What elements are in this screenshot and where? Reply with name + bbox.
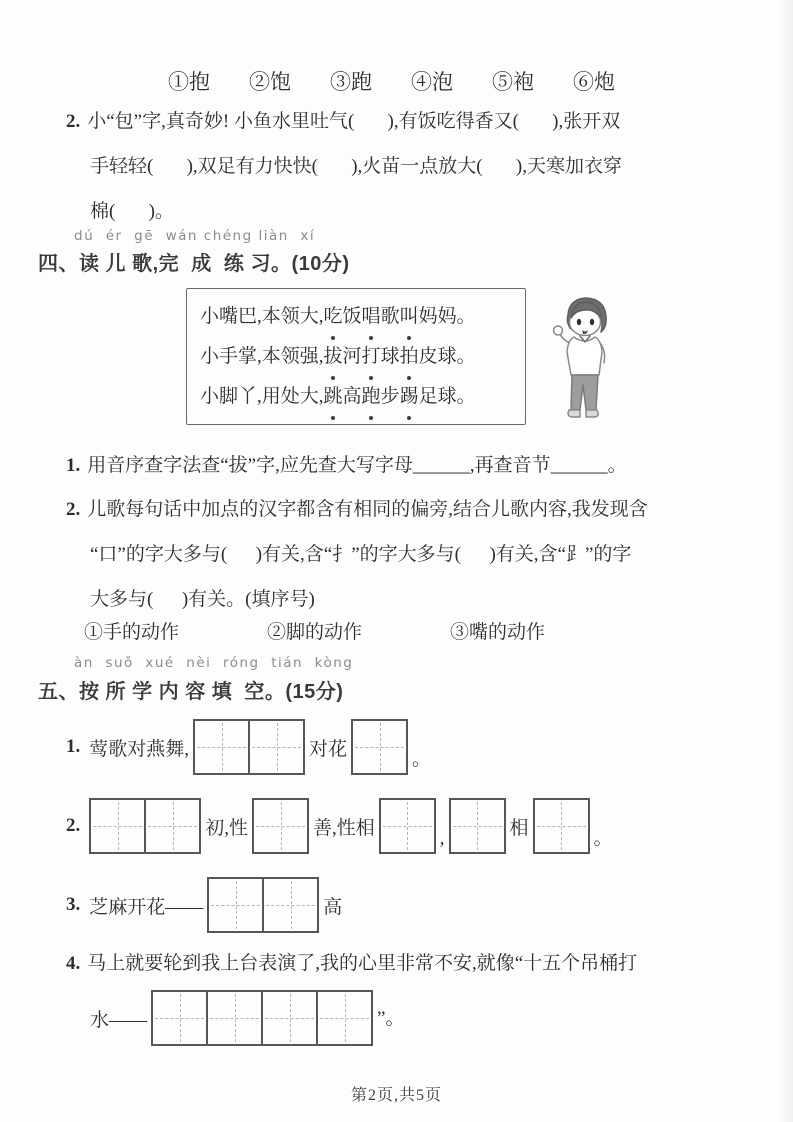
grid-cell — [316, 992, 371, 1044]
dotted-char: 踢 — [400, 377, 419, 417]
dotted-char: 跑 — [362, 377, 381, 417]
rhyme-text: 步 — [380, 386, 400, 407]
child-hand — [554, 326, 563, 335]
question-text: 儿歌每句话中加点的汉字都含有相同的偏旁,结合儿歌内容,我发现含 — [87, 499, 648, 520]
question-text: 小“包”字,真奇妙! 小鱼水里吐气( ),有饭吃得香又( ),张开双 — [87, 111, 621, 132]
question-2-line-3: 棉( )。 — [90, 201, 174, 222]
section4-q2-line-2: “口”的字大多与( )有关,含“扌”的字大多与( )有关,含“⻊”的字 — [90, 544, 632, 565]
dotted-char: 拔 — [324, 337, 343, 377]
writing-grid-box — [351, 719, 408, 775]
question-2-paragraph — [66, 99, 622, 234]
child-illustration — [538, 291, 630, 427]
section4-question-2 — [66, 487, 648, 622]
dotted-char: 拍 — [400, 337, 419, 377]
section5-item-1 — [66, 719, 433, 775]
grid-cell — [535, 800, 588, 852]
section5-item-2 — [66, 798, 615, 854]
question-number: 2. — [66, 111, 81, 132]
rhyme-text: 球 — [380, 346, 400, 367]
choice-3: ③嘴的动作 — [450, 622, 546, 643]
word-option-1: ①抱 — [168, 70, 210, 94]
rhyme-line-1 — [200, 297, 512, 337]
word-options-row — [168, 66, 615, 96]
grid-cell — [209, 879, 262, 931]
grid-cell — [353, 721, 406, 773]
page-footer: 第2页,共5页 — [350, 1087, 442, 1104]
grid-cell — [262, 879, 317, 931]
question-text: 用音序查字法查“拔”字,应先查大写字母______,再查音节______。 — [87, 455, 627, 476]
rhyme-text: 小嘴巴,本领大, — [200, 306, 324, 327]
word-option-6: ⑥炮 — [573, 70, 615, 94]
writing-grid-box — [449, 798, 506, 854]
rhyme-text: 高 — [342, 386, 362, 407]
writing-grid-box — [533, 798, 590, 854]
grid-cell — [254, 800, 307, 852]
rhyme-box — [186, 288, 526, 425]
item-text: 莺歌对燕舞, — [89, 738, 190, 760]
item-text: 高 — [323, 896, 343, 918]
item-text: 马上就要轮到我上台表演了,我的心里非常不安,就像“十五个吊桶打 — [87, 953, 638, 974]
item-text: 对花 — [309, 738, 348, 760]
dotted-char: 叫 — [400, 297, 419, 337]
section4-q2-line-3: 大多与( )有关。(填序号) — [90, 589, 315, 610]
rhyme-text: 歌 — [380, 306, 400, 327]
section4-choices-row — [84, 617, 545, 644]
writing-grid-box — [193, 719, 305, 775]
choice-2: ②脚的动作 — [267, 622, 363, 643]
section4-title: 四、读 儿 歌,完 成 练 习。(10分) — [38, 253, 350, 275]
word-option-2: ②饱 — [249, 70, 291, 94]
dotted-char: 打 — [362, 337, 381, 377]
dotted-char: 唱 — [362, 297, 381, 337]
rhyme-text: 妈妈。 — [418, 306, 476, 327]
grid-cell — [144, 800, 199, 852]
child-shoe-right — [586, 410, 598, 417]
writing-grid-box — [252, 798, 309, 854]
rhyme-text: 河 — [342, 346, 362, 367]
question-2-line-2: 手轻轻( ),双足有力快快( ),火苗一点放大( ),天寒加衣穿 — [90, 156, 622, 177]
grid-cell — [206, 992, 261, 1044]
rhyme-line-2 — [200, 337, 512, 377]
writing-grid-box — [151, 990, 373, 1046]
question-number: 2. — [66, 815, 81, 836]
item-text: , — [439, 828, 445, 849]
child-eye-right — [590, 319, 594, 325]
writing-grid-box — [379, 798, 436, 854]
grid-cell — [153, 992, 206, 1044]
dotted-char: 跳 — [324, 377, 343, 417]
rhyme-text: 饭 — [342, 306, 362, 327]
choice-1: ①手的动作 — [84, 622, 180, 643]
question-number: 1. — [66, 736, 81, 757]
item-text: 初,性 — [205, 817, 249, 839]
item-text: ”。 — [377, 1007, 405, 1029]
question-number: 1. — [66, 455, 81, 476]
section4-question-1 — [66, 450, 627, 477]
dotted-char: 吃 — [324, 297, 343, 337]
question-number: 3. — [66, 894, 81, 915]
section5-pinyin: àn suǒ xué nèi róng tián kòng — [74, 655, 354, 671]
rhyme-text: 小脚丫,用处大, — [200, 386, 324, 407]
grid-cell — [248, 721, 303, 773]
item-text: 善,性相 — [313, 817, 375, 839]
item-text: 芝麻开花—— — [89, 896, 204, 918]
rhyme-text: 小手掌,本领强, — [200, 346, 324, 367]
grid-cell — [261, 992, 316, 1044]
question-number: 4. — [66, 953, 81, 974]
grid-cell — [451, 800, 504, 852]
item-text: 相 — [509, 817, 529, 839]
section4-pinyin: dú ér gē wán chéng liàn xí — [74, 228, 316, 244]
word-option-3: ③跑 — [330, 70, 372, 94]
section4-q2-line-1 — [66, 487, 648, 532]
child-eye-left — [577, 319, 581, 325]
grid-cell — [381, 800, 434, 852]
rhyme-line-3 — [200, 377, 512, 417]
section5-item-4-answer-row — [88, 990, 405, 1046]
child-shoe-left — [568, 410, 580, 417]
section5-item-4-line-1 — [66, 948, 637, 975]
child-shirt — [567, 337, 602, 375]
grid-cell — [195, 721, 248, 773]
section5-title: 五、按 所 学 内 容 填 空。(15分) — [38, 681, 344, 703]
word-option-5: ⑤袍 — [492, 70, 534, 94]
item-text: 水—— — [90, 1009, 148, 1031]
word-option-4: ④泡 — [411, 70, 453, 94]
section5-item-3 — [66, 877, 344, 933]
child-pants — [571, 375, 598, 410]
grid-cell — [91, 800, 144, 852]
item-text: 。 — [593, 828, 613, 849]
rhyme-text: 足球。 — [418, 386, 476, 407]
item-text: 。 — [412, 749, 432, 770]
question-number: 2. — [66, 499, 81, 520]
question-2-line-1 — [66, 99, 622, 144]
writing-grid-box — [89, 798, 201, 854]
writing-grid-box — [207, 877, 319, 933]
rhyme-text: 皮球。 — [418, 346, 476, 367]
